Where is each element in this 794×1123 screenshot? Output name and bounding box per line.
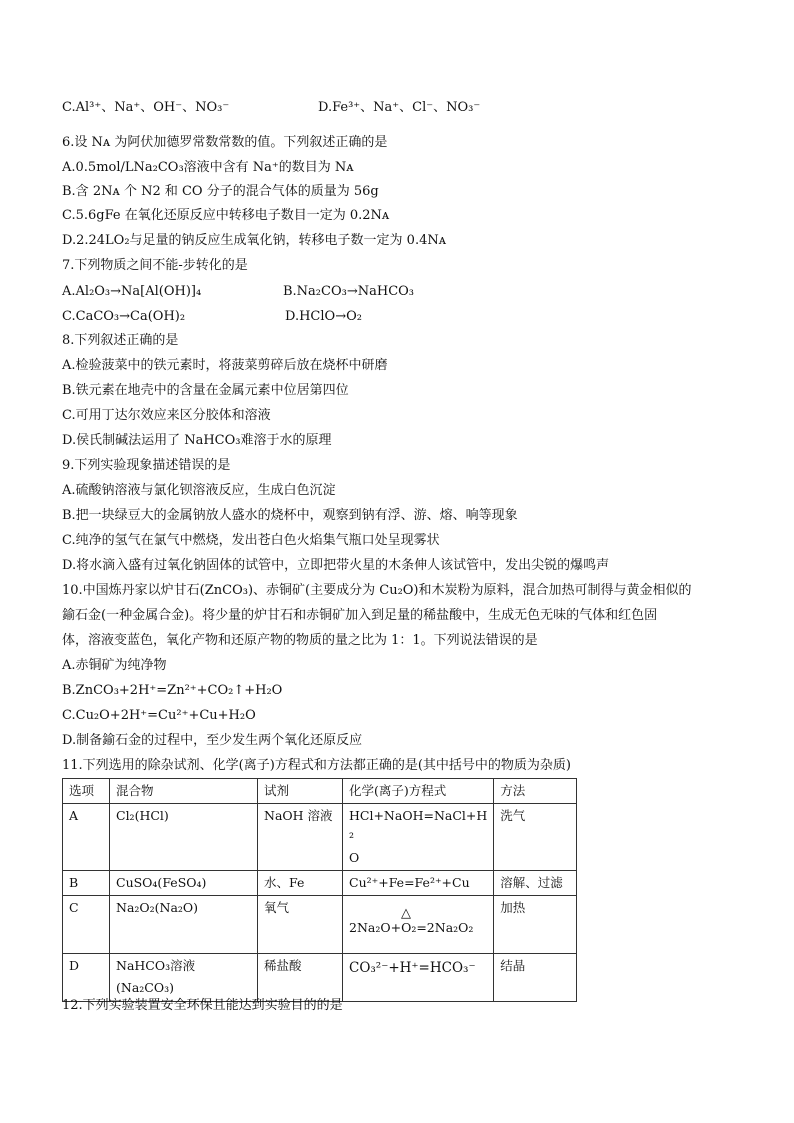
row-equation-text: 2Na₂O+O₂=2Na₂O₂ bbox=[349, 920, 474, 935]
q6-option-a: A.0.5mol/LNa₂CO₃溶液中含有 Na⁺的数目为 Nᴀ bbox=[62, 160, 354, 175]
row-method: 溶解、过滤 bbox=[494, 871, 577, 896]
q5-option-c: C.Al³⁺、Na⁺、OH⁻、NO₃⁻ bbox=[62, 100, 230, 115]
q11-stem: 11.下列选用的除杂试剂、化学(离子)方程式和方法都正确的是(其中括号中的物质为杂质) bbox=[62, 758, 571, 773]
row-method: 洗气 bbox=[494, 804, 577, 871]
q6-option-b: B.含 2Nᴀ 个 N2 和 CO 分子的混合气体的质量为 56g bbox=[62, 184, 379, 199]
q6-option-d: D.2.24LO₂与足量的钠反应生成氧化钠，转移电子数一定为 0.4Nᴀ bbox=[62, 233, 447, 248]
header-mixture: 混合物 bbox=[110, 779, 258, 804]
q8-stem: 8.下列叙述正确的是 bbox=[62, 333, 179, 348]
row-equation bbox=[343, 804, 494, 871]
q12-stem: 12.下列实验装置安全环保且能达到实验目的的是 bbox=[62, 998, 343, 1013]
row-mixture: CuSO₄(FeSO₄) bbox=[110, 871, 258, 896]
q8-option-a: A.检验菠菜中的铁元素时，将菠菜剪碎后放在烧杯中研磨 bbox=[62, 358, 388, 373]
q8-option-d: D.侯氏制碱法运用了 NaHCO₃难溶于水的原理 bbox=[62, 433, 332, 448]
table-row bbox=[63, 954, 577, 1002]
row-equation: Cu²⁺+Fe=Fe²⁺+Cu bbox=[343, 871, 494, 896]
row-option: D bbox=[63, 954, 110, 1002]
q5-option-d: D.Fe³⁺、Na⁺、Cl⁻、NO₃⁻ bbox=[318, 100, 481, 115]
row-equation bbox=[343, 954, 494, 1002]
row-option: A bbox=[63, 804, 110, 871]
header-method: 方法 bbox=[494, 779, 577, 804]
row-equation-text: CO₃²⁻+H⁺=HCO₃⁻ bbox=[349, 960, 476, 976]
q10-option-a: A.赤铜矿为纯净物 bbox=[62, 658, 167, 673]
q8-option-b: B.铁元素在地壳中的含量在金属元素中位居第四位 bbox=[62, 383, 349, 398]
row-option: C bbox=[63, 896, 110, 954]
header-option: 选项 bbox=[63, 779, 110, 804]
row-option: B bbox=[63, 871, 110, 896]
row-reagent: 水、Fe bbox=[258, 871, 343, 896]
row-mixture-line1: NaHCO₃溶液 bbox=[116, 958, 196, 973]
row-reagent: 稀盐酸 bbox=[258, 954, 343, 1002]
header-equation: 化学(离子)方程式 bbox=[343, 779, 494, 804]
q7-option-d: D.HClO→O₂ bbox=[285, 309, 362, 324]
row-mixture: Na₂O₂(Na₂O) bbox=[110, 896, 258, 954]
q11-table bbox=[62, 778, 577, 1002]
row-equation-line2: O bbox=[349, 850, 360, 865]
table-row bbox=[63, 871, 577, 896]
table-row bbox=[63, 804, 577, 871]
q10-option-b: B.ZnCO₃+2H⁺=Zn²⁺+CO₂↑+H₂O bbox=[62, 683, 283, 698]
row-mixture: Cl₂(HCl) bbox=[110, 804, 258, 871]
q10-stem-line2: 鍮石金(一种金属合金)。将少量的炉甘石和赤铜矿加入到足量的稀盐酸中，生成无色无味的气体和红色固 bbox=[62, 608, 658, 623]
row-reagent: 氧气 bbox=[258, 896, 343, 954]
row-method: 结晶 bbox=[494, 954, 577, 1002]
table-row bbox=[63, 896, 577, 954]
row-mixture bbox=[110, 954, 258, 1002]
q6-option-c: C.5.6gFe 在氧化还原反应中转移电子数目一定为 0.2Nᴀ bbox=[62, 208, 390, 223]
row-mixture-line2: (Na₂CO₃) bbox=[116, 980, 174, 995]
row-method: 加热 bbox=[494, 896, 577, 954]
q9-option-b: B.把一块绿豆大的金属钠放人盛水的烧杯中，观察到钠有浮、游、熔、响等现象 bbox=[62, 508, 518, 523]
q7-option-c: C.CaCO₃→Ca(OH)₂ bbox=[62, 309, 186, 324]
q9-option-c: C.纯净的氢气在氯气中燃烧，发出苍白色火焰集气瓶口处呈现雾状 bbox=[62, 533, 440, 548]
q9-stem: 9.下列实验现象描述错误的是 bbox=[62, 458, 231, 473]
heated-equation bbox=[349, 906, 474, 937]
row-equation bbox=[343, 896, 494, 954]
q7-option-b: B.Na₂CO₃→NaHCO₃ bbox=[283, 284, 415, 299]
q8-option-c: C.可用丁达尔效应来区分胶体和溶液 bbox=[62, 408, 271, 423]
q9-option-a: A.硫酸钠溶液与氯化钡溶液反应，生成白色沉淀 bbox=[62, 483, 336, 498]
row-equation-line1: HCl+NaOH=NaCl+H ₂ bbox=[349, 808, 488, 841]
q10-stem-line1: 10.中国炼丹家以炉甘石(ZnCO₃)、赤铜矿(主要成分为 Cu₂O)和木炭粉为原料，混合加热可制得与黄金相似的 bbox=[62, 583, 692, 598]
q10-stem-line3: 体，溶液变蓝色，氧化产物和还原产物的物质的量之比为 1：1。下列说法错误的是 bbox=[62, 633, 538, 648]
row-reagent: NaOH 溶液 bbox=[258, 804, 343, 871]
q9-option-d: D.将水滴入盛有过氧化钠固体的试管中，立即把带火星的木条伸人该试管中，发出尖锐的爆鸣声 bbox=[62, 558, 610, 573]
heat-symbol: △ bbox=[401, 906, 411, 921]
q6-stem: 6.设 Nᴀ 为阿伏加德罗常数常数的值。下列叙述正确的是 bbox=[62, 135, 388, 150]
q10-option-c: C.Cu₂O+2H⁺=Cu²⁺+Cu+H₂O bbox=[62, 708, 256, 723]
q7-option-a: A.Al₂O₃→Na[Al(OH)]₄ bbox=[62, 284, 202, 299]
q7-stem: 7.下列物质之间不能-步转化的是 bbox=[62, 258, 248, 273]
q10-option-d: D.制备鍮石金的过程中，至少发生两个氧化还原反应 bbox=[62, 733, 363, 748]
table-header-row bbox=[63, 779, 577, 804]
header-reagent: 试剂 bbox=[258, 779, 343, 804]
